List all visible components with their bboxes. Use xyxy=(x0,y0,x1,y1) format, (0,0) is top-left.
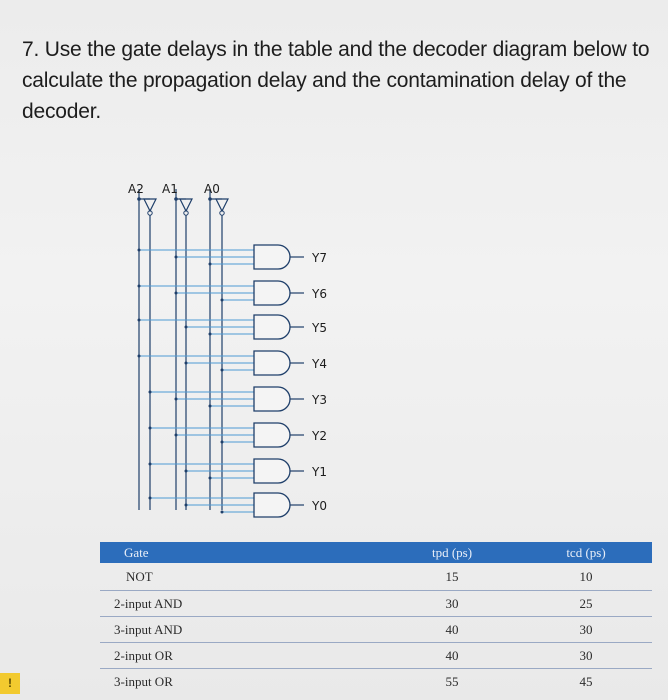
warning-badge[interactable]: ! xyxy=(0,673,20,694)
junction-dot xyxy=(221,369,224,372)
and-gate xyxy=(254,459,290,483)
tpd-value: 30 xyxy=(384,591,520,617)
junction-dot xyxy=(149,427,152,430)
output-label: Y5 xyxy=(312,321,327,335)
not-gate xyxy=(144,199,156,211)
decoder-gates xyxy=(144,199,290,517)
input-label: A1 xyxy=(162,182,178,196)
junction-dot xyxy=(208,197,212,201)
junction-dot xyxy=(209,405,212,408)
gate-name: NOT xyxy=(100,563,384,591)
table-header-row xyxy=(100,542,652,563)
tcd-value: 30 xyxy=(520,643,652,669)
question-text: 7. Use the gate delays in the table and the decoder diagram below to calculate the propagation delay and the contamination delay of the decoder. xyxy=(22,38,650,123)
junction-dot xyxy=(209,263,212,266)
table-row xyxy=(100,669,652,695)
gate-name: 2-input OR xyxy=(100,643,384,669)
junction-dot xyxy=(221,441,224,444)
tcd-value: 10 xyxy=(520,563,652,591)
junction-dot xyxy=(138,319,141,322)
tpd-value: 55 xyxy=(445,673,459,689)
gate-name: 2-input AND xyxy=(100,591,384,617)
table-row xyxy=(100,643,652,669)
junction-dot xyxy=(149,391,152,394)
and-gate xyxy=(254,423,290,447)
output-label: Y6 xyxy=(312,287,327,301)
output-label: Y4 xyxy=(312,357,327,371)
not-gate xyxy=(216,199,228,211)
junction-dot xyxy=(185,326,188,329)
and-gate xyxy=(254,493,290,517)
input-label: A2 xyxy=(128,182,144,196)
and-gate xyxy=(254,281,290,305)
output-label: Y7 xyxy=(312,251,327,265)
tpd-value: 40 xyxy=(384,617,520,643)
decoder-diagram xyxy=(110,175,370,520)
junction-dot xyxy=(209,333,212,336)
and-gate xyxy=(254,387,290,411)
gate-delay-table xyxy=(100,542,652,690)
header-tpd: tpd (ps) xyxy=(384,542,520,563)
output-label: Y3 xyxy=(312,393,327,407)
junction-dot xyxy=(175,398,178,401)
output-label: Y1 xyxy=(312,465,327,479)
junction-dot xyxy=(138,285,141,288)
decoder-labels xyxy=(128,182,327,513)
junction-dot xyxy=(174,197,178,201)
junction-dot xyxy=(149,463,152,466)
not-gate xyxy=(180,199,192,211)
gate-name: 3-input AND xyxy=(100,617,384,643)
table-row xyxy=(100,617,652,643)
junction-dot xyxy=(175,292,178,295)
table-row xyxy=(100,563,652,591)
and-gate xyxy=(254,315,290,339)
output-label: Y2 xyxy=(312,429,327,443)
header-tcd: tcd (ps) xyxy=(520,542,652,563)
gate-name: 3-input OR xyxy=(114,673,173,689)
junction-dot xyxy=(175,256,178,259)
tcd-value: 30 xyxy=(520,617,652,643)
header-gate: Gate xyxy=(100,542,384,563)
tpd-value: 15 xyxy=(384,563,520,591)
junction-dot xyxy=(221,511,224,514)
junction-dot xyxy=(175,434,178,437)
junction-dot xyxy=(138,355,141,358)
junction-dot xyxy=(185,504,188,507)
junction-dot xyxy=(137,197,141,201)
tpd-value: 40 xyxy=(384,643,520,669)
junction-dot xyxy=(185,362,188,365)
output-label: Y0 xyxy=(312,499,327,513)
tcd-value: 45 xyxy=(579,673,593,689)
junction-dot xyxy=(185,470,188,473)
input-label: A0 xyxy=(204,182,220,196)
junction-dot xyxy=(221,299,224,302)
tcd-value: 25 xyxy=(520,591,652,617)
junction-dot xyxy=(149,497,152,500)
table-row xyxy=(100,591,652,617)
and-gate xyxy=(254,245,290,269)
junction-dot xyxy=(138,249,141,252)
and-gate xyxy=(254,351,290,375)
junction-dot xyxy=(209,477,212,480)
